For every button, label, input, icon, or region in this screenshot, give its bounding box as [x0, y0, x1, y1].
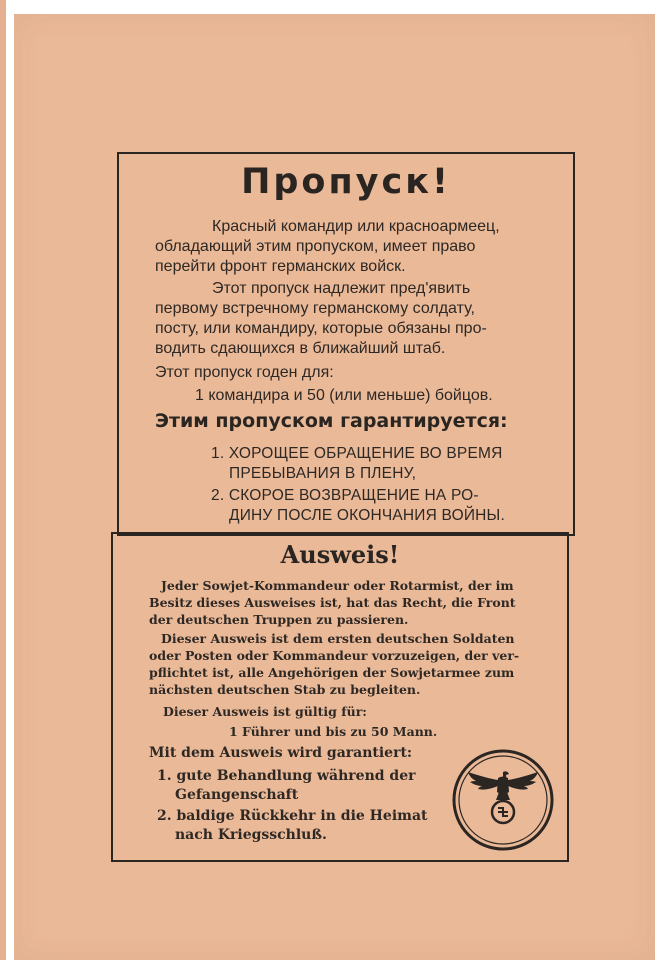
ausweis-section	[111, 532, 569, 862]
propusk-text-line: Этот пропуск надлежит пред'явить	[212, 280, 471, 297]
propusk-text-line: Красный командир или красноармеец,	[212, 218, 500, 235]
ausweis-text-line: pflichtet ist, alle Angehörigen der Sowjetarmee zum	[149, 665, 515, 680]
eagle-seal-icon	[451, 748, 555, 852]
adjacent-sheet-edge	[0, 0, 6, 960]
propusk-valid-label: Этот пропуск годен для:	[155, 364, 334, 381]
ausweis-guarantee-item: Gefangenschaft	[175, 787, 299, 803]
propusk-guarantee-item: ПРЕБЫВАНИЯ В ПЛЕНУ,	[229, 465, 417, 482]
propusk-title: Пропуск!	[241, 162, 451, 202]
propusk-valid-value: 1 командира и 50 (или меньше) бойцов.	[195, 387, 493, 404]
ausweis-text-line: oder Posten oder Kommandeur vorzuzeigen, der ver-	[149, 648, 520, 663]
ausweis-text-line: nächsten deutschen Stab zu begleiten.	[149, 682, 421, 697]
ausweis-valid-label: Dieser Ausweis ist gültig für:	[163, 704, 367, 719]
propusk-guarantee-item: 2. СКОРОЕ ВОЗВРАЩЕНИЕ НА РО-	[211, 487, 479, 504]
propusk-text-line: водить сдающихся в ближайший штаб.	[155, 340, 446, 357]
ausweis-title: Ausweis!	[280, 540, 400, 569]
propusk-text-line: перейти фронт германских войск.	[155, 258, 406, 275]
propusk-text-line: обладающий этим пропуском, имеет право	[155, 238, 476, 255]
propusk-section	[117, 152, 575, 536]
ausweis-valid-value: 1 Führer und bis zu 50 Mann.	[229, 724, 438, 739]
ausweis-text-line: Dieser Ausweis ist dem ersten deutschen Soldaten	[161, 631, 515, 646]
propusk-guarantee-item: 1. ХОРОЩЕЕ ОБРАЩЕНИЕ ВО ВРЕМЯ	[211, 445, 503, 462]
ausweis-guarantee-item: 1. gute Behandlung während der	[157, 768, 416, 784]
propusk-guarantee-item: ДИНУ ПОСЛЕ ОКОНЧАНИЯ ВОЙНЫ.	[229, 507, 505, 524]
propusk-text-line: посту, или командиру, которые обязаны про-	[155, 320, 487, 337]
ausweis-text-line: Besitz dieses Ausweises ist, hat das Recht, die Front	[149, 595, 516, 610]
ausweis-guarantee-item: nach Kriegsschluß.	[175, 827, 327, 843]
ausweis-guarantee-item: 2. baldige Rückkehr in die Heimat	[157, 808, 428, 824]
propusk-guarantee-header: Этим пропуском гарантируется:	[155, 410, 508, 432]
ausweis-text-line: der deutschen Truppen zu passieren.	[149, 612, 409, 627]
ausweis-guarantee-header: Mit dem Ausweis wird garantiert:	[149, 745, 413, 761]
propusk-text-line: первому встречному германскому солдату,	[155, 300, 475, 317]
ausweis-text-line: Jeder Sowjet-Kommandeur oder Rotarmist, der im	[161, 578, 514, 593]
